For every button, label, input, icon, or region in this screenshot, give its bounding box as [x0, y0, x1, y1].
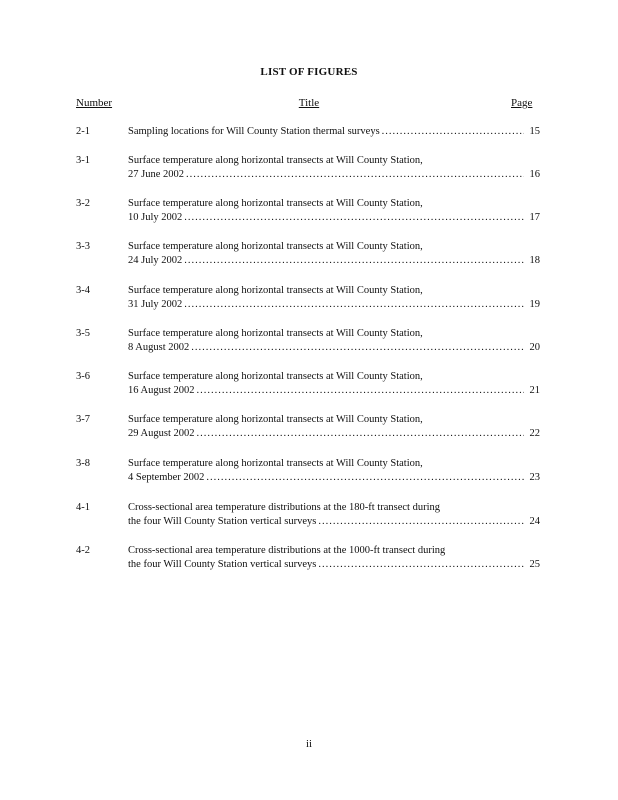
figure-title-continued: 31 July 2002 — [128, 299, 183, 310]
figure-title-continued: 16 August 2002 — [128, 385, 195, 396]
dot-leader — [191, 342, 524, 353]
dot-leader — [318, 559, 524, 570]
column-header-page: Page — [511, 97, 533, 109]
figure-title-continued: 10 July 2002 — [128, 212, 183, 223]
figure-number: 4-1 — [76, 502, 90, 513]
figure-page: 21 — [529, 385, 540, 396]
figure-page: 16 — [529, 169, 540, 180]
figure-page: 19 — [529, 299, 540, 310]
figure-title-continued: the four Will County Station vertical surveys — [128, 516, 317, 527]
dot-leader — [184, 212, 524, 223]
figure-title: Surface temperature along horizontal transects at Will County Station, — [128, 458, 423, 469]
figure-page: 17 — [529, 212, 540, 223]
figure-title: Surface temperature along horizontal transects at Will County Station, — [128, 285, 423, 296]
figure-number: 4-2 — [76, 545, 90, 556]
figure-title: Cross-sectional area temperature distributions at the 180-ft transect during — [128, 502, 440, 513]
dot-leader — [197, 428, 524, 439]
figure-title: Surface temperature along horizontal transects at Will County Station, — [128, 198, 423, 209]
figure-number: 3-5 — [76, 328, 90, 339]
dot-leader — [318, 516, 524, 527]
dot-leader — [186, 169, 524, 180]
figure-title: Surface temperature along horizontal transects at Will County Station, — [128, 241, 423, 252]
column-header-number: Number — [76, 97, 113, 109]
figure-number: 3-4 — [76, 285, 90, 296]
figure-page: 15 — [529, 126, 540, 137]
figure-title: Surface temperature along horizontal transects at Will County Station, — [128, 371, 423, 382]
figure-number: 3-6 — [76, 371, 90, 382]
dot-leader — [206, 472, 524, 483]
page-title: LIST OF FIGURES — [260, 66, 358, 78]
figure-number: 3-3 — [76, 241, 90, 252]
figure-number: 2-1 — [76, 126, 90, 137]
figure-title-continued: the four Will County Station vertical surveys — [128, 559, 317, 570]
figure-title-continued: 24 July 2002 — [128, 255, 183, 266]
figure-title: Surface temperature along horizontal transects at Will County Station, — [128, 414, 423, 425]
figure-title: Sampling locations for Will County Station thermal surveys — [128, 126, 380, 137]
figure-title: Surface temperature along horizontal transects at Will County Station, — [128, 155, 423, 166]
figure-title-continued: 27 June 2002 — [128, 169, 184, 180]
figure-title-continued: 8 August 2002 — [128, 342, 190, 353]
figure-number: 3-1 — [76, 155, 90, 166]
figure-title-continued: 4 September 2002 — [128, 472, 205, 483]
column-header-title: Title — [298, 97, 320, 109]
dot-leader — [184, 299, 524, 310]
figure-number: 3-7 — [76, 414, 90, 425]
figure-title: Cross-sectional area temperature distributions at the 1000-ft transect during — [128, 545, 446, 556]
figure-title-continued: 29 August 2002 — [128, 428, 195, 439]
figure-page: 25 — [529, 559, 540, 570]
figure-page: 23 — [529, 472, 540, 483]
figure-number: 3-2 — [76, 198, 90, 209]
figure-page: 20 — [529, 342, 540, 353]
figure-page: 22 — [529, 428, 540, 439]
dot-leader — [184, 255, 524, 266]
figure-number: 3-8 — [76, 458, 90, 469]
figure-title: Surface temperature along horizontal transects at Will County Station, — [128, 328, 423, 339]
figure-page: 18 — [529, 255, 540, 266]
page-number: ii — [305, 738, 313, 750]
dot-leader — [197, 385, 524, 396]
figure-page: 24 — [529, 516, 540, 527]
dot-leader — [382, 126, 524, 137]
